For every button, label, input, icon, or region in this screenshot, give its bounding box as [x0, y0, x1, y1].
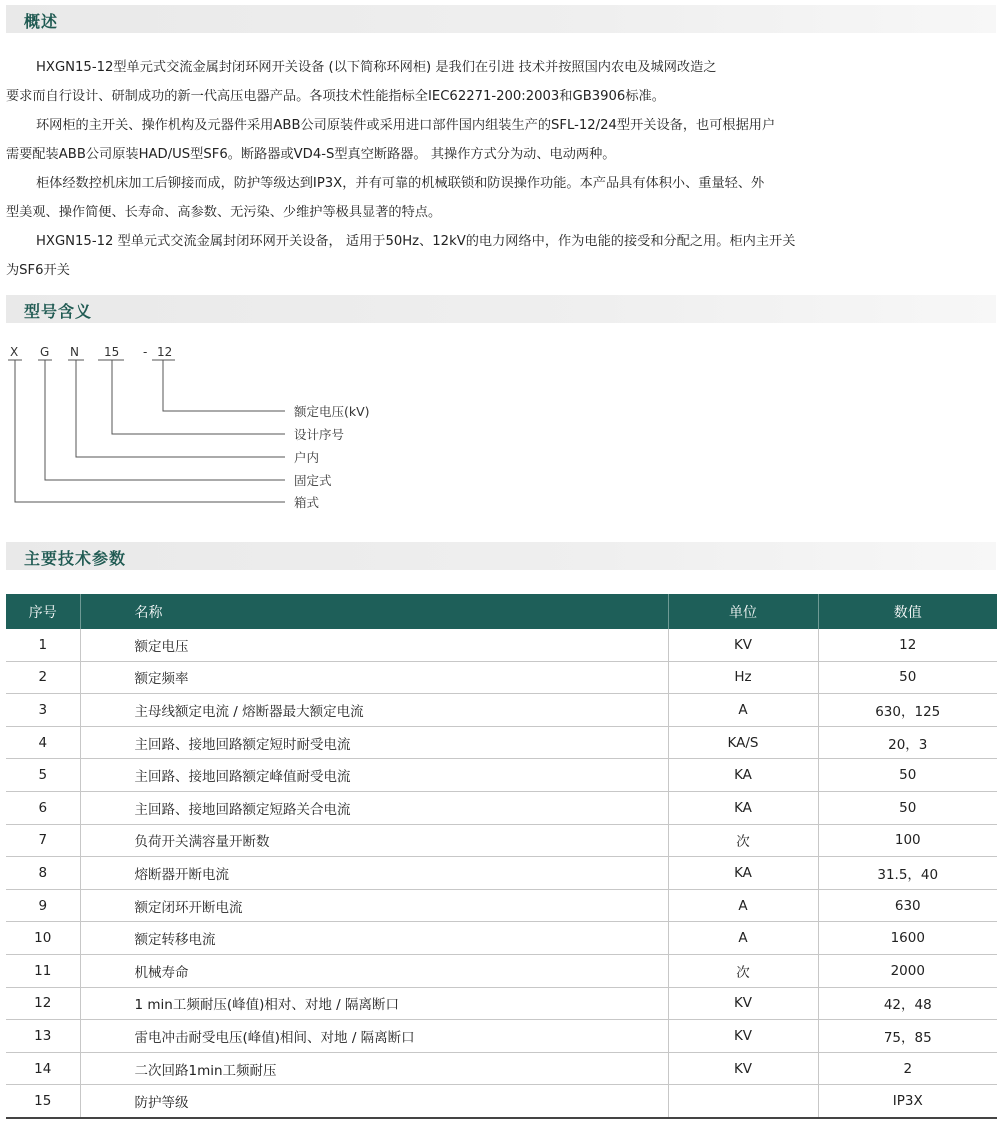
overview-line: HXGN15-12型单元式交流金属封闭环网开关设备 (以下简称环网柜) 是我们在引进 技术并按照国内农电及城网改造之 [36, 60, 717, 75]
row-value: 2000 [818, 954, 997, 987]
row-name: 熔断器开断电流 [80, 857, 668, 890]
row-index: 7 [6, 824, 80, 857]
label-fixed: 固定式 [294, 473, 332, 488]
code-dash: - [143, 345, 148, 359]
row-index: 1 [6, 629, 80, 661]
row-unit: KA [668, 759, 818, 792]
header-unit: 单位 [668, 594, 818, 629]
overview-text [6, 53, 1000, 285]
row-name: 防护等级 [80, 1085, 668, 1118]
table-row [6, 857, 997, 890]
code-g: G [40, 345, 50, 359]
specs-table [6, 594, 997, 1119]
row-unit: KA/S [668, 726, 818, 759]
row-index: 3 [6, 694, 80, 727]
header-name: 名称 [80, 594, 668, 629]
specs-title: 主要技术参数 [24, 549, 127, 568]
row-value: 50 [818, 759, 997, 792]
row-unit [668, 1085, 818, 1118]
row-index: 6 [6, 791, 80, 824]
row-value: 100 [818, 824, 997, 857]
table-row [6, 922, 997, 955]
code-15: 15 [104, 345, 120, 359]
row-name: 额定闭环开断电流 [80, 889, 668, 922]
overview-line: 需要配装ABB公司原装HAD/US型SF6。断路器或VD4-S型真空断路器。 其操作方式分为动、电动两种。 [6, 147, 616, 162]
row-unit: Hz [668, 661, 818, 694]
label-box: 箱式 [294, 495, 320, 510]
row-name: 主回路、接地回路额定峰值耐受电流 [80, 759, 668, 792]
row-value: 630，125 [818, 694, 997, 727]
row-name: 机械寿命 [80, 954, 668, 987]
row-unit: KV [668, 629, 818, 661]
code-n: N [70, 345, 79, 359]
row-name: 额定频率 [80, 661, 668, 694]
overview-line: 环网柜的主开关、操作机构及元器件采用ABB公司原装件或采用进口部件国内组装生产的SFL-12/24型开关设备，也可根据用户 [36, 118, 776, 133]
label-indoor: 户内 [294, 450, 320, 465]
row-index: 15 [6, 1085, 80, 1118]
row-name: 主回路、接地回路额定短时耐受电流 [80, 726, 668, 759]
row-unit: 次 [668, 954, 818, 987]
overview-title: 概述 [24, 12, 59, 31]
row-value: 50 [818, 791, 997, 824]
table-row [6, 1020, 997, 1053]
row-value: 50 [818, 661, 997, 694]
overview-line: 型美观、操作简便、长寿命、高参数、无污染、少维护等极具显著的特点。 [6, 205, 442, 220]
overview-line: 为SF6开关 [6, 263, 70, 278]
table-row [6, 987, 997, 1020]
row-index: 10 [6, 922, 80, 955]
row-index: 14 [6, 1052, 80, 1085]
code-x: X [10, 345, 19, 359]
row-unit: KV [668, 987, 818, 1020]
row-index: 8 [6, 857, 80, 890]
model-title: 型号含义 [24, 302, 93, 321]
table-row [6, 791, 997, 824]
row-unit: KV [668, 1020, 818, 1053]
row-index: 2 [6, 661, 80, 694]
row-unit: A [668, 889, 818, 922]
row-unit: A [668, 922, 818, 955]
row-unit: A [668, 694, 818, 727]
row-value: IP3X [818, 1085, 997, 1118]
row-name: 雷电冲击耐受电压(峰值)相间、对地 / 隔离断口 [80, 1020, 668, 1053]
row-name: 主母线额定电流 / 熔断器最大额定电流 [80, 694, 668, 727]
row-value: 42，48 [818, 987, 997, 1020]
row-value: 1600 [818, 922, 997, 955]
row-value: 75，85 [818, 1020, 997, 1053]
row-index: 12 [6, 987, 80, 1020]
table-row [6, 629, 997, 661]
row-name: 额定电压 [80, 629, 668, 661]
row-name: 二次回路1min工频耐压 [80, 1052, 668, 1085]
row-value: 630 [818, 889, 997, 922]
table-row [6, 661, 997, 694]
table-row [6, 1085, 997, 1118]
row-index: 13 [6, 1020, 80, 1053]
overview-line: 要求而自行设计、研制成功的新一代高压电器产品。各项技术性能指标全IEC62271-200:2003和GB3906标准。 [6, 89, 665, 104]
model-code-diagram [0, 340, 420, 520]
table-row [6, 726, 997, 759]
row-index: 11 [6, 954, 80, 987]
table-row [6, 1052, 997, 1085]
table-row [6, 889, 997, 922]
row-value: 12 [818, 629, 997, 661]
table-row [6, 824, 997, 857]
row-unit: 次 [668, 824, 818, 857]
table-row [6, 759, 997, 792]
row-name: 额定转移电流 [80, 922, 668, 955]
model-section-header [6, 295, 996, 323]
row-index: 4 [6, 726, 80, 759]
row-value: 31.5，40 [818, 857, 997, 890]
row-unit: KA [668, 857, 818, 890]
row-name: 主回路、接地回路额定短路关合电流 [80, 791, 668, 824]
row-value: 20，3 [818, 726, 997, 759]
code-12: 12 [157, 345, 173, 359]
overview-line: HXGN15-12 型单元式交流金属封闭环网开关设备， 适用于50Hz、12kV的电力网络中，作为电能的接受和分配之用。柜内主开关 [36, 234, 796, 249]
row-value: 2 [818, 1052, 997, 1085]
label-design-serial: 设计序号 [294, 427, 345, 442]
row-name: 1 min工频耐压(峰值)相对、对地 / 隔离断口 [80, 987, 668, 1020]
header-value: 数值 [818, 594, 997, 629]
header-index: 序号 [6, 594, 80, 629]
row-unit: KV [668, 1052, 818, 1085]
row-index: 9 [6, 889, 80, 922]
specs-section-header [6, 542, 996, 570]
overview-line: 柜体经数控机床加工后铆接而成，防护等级达到IP3X，并有可靠的机械联锁和防误操作功能。本产品具有体积小、重量轻、外 [36, 176, 765, 191]
table-row [6, 954, 997, 987]
overview-section-header [6, 5, 996, 33]
table-header-row [6, 594, 997, 629]
row-name: 负荷开关满容量开断数 [80, 824, 668, 857]
row-unit: KA [668, 791, 818, 824]
label-rated-voltage: 额定电压(kV) [294, 404, 370, 419]
row-index: 5 [6, 759, 80, 792]
table-row [6, 694, 997, 727]
